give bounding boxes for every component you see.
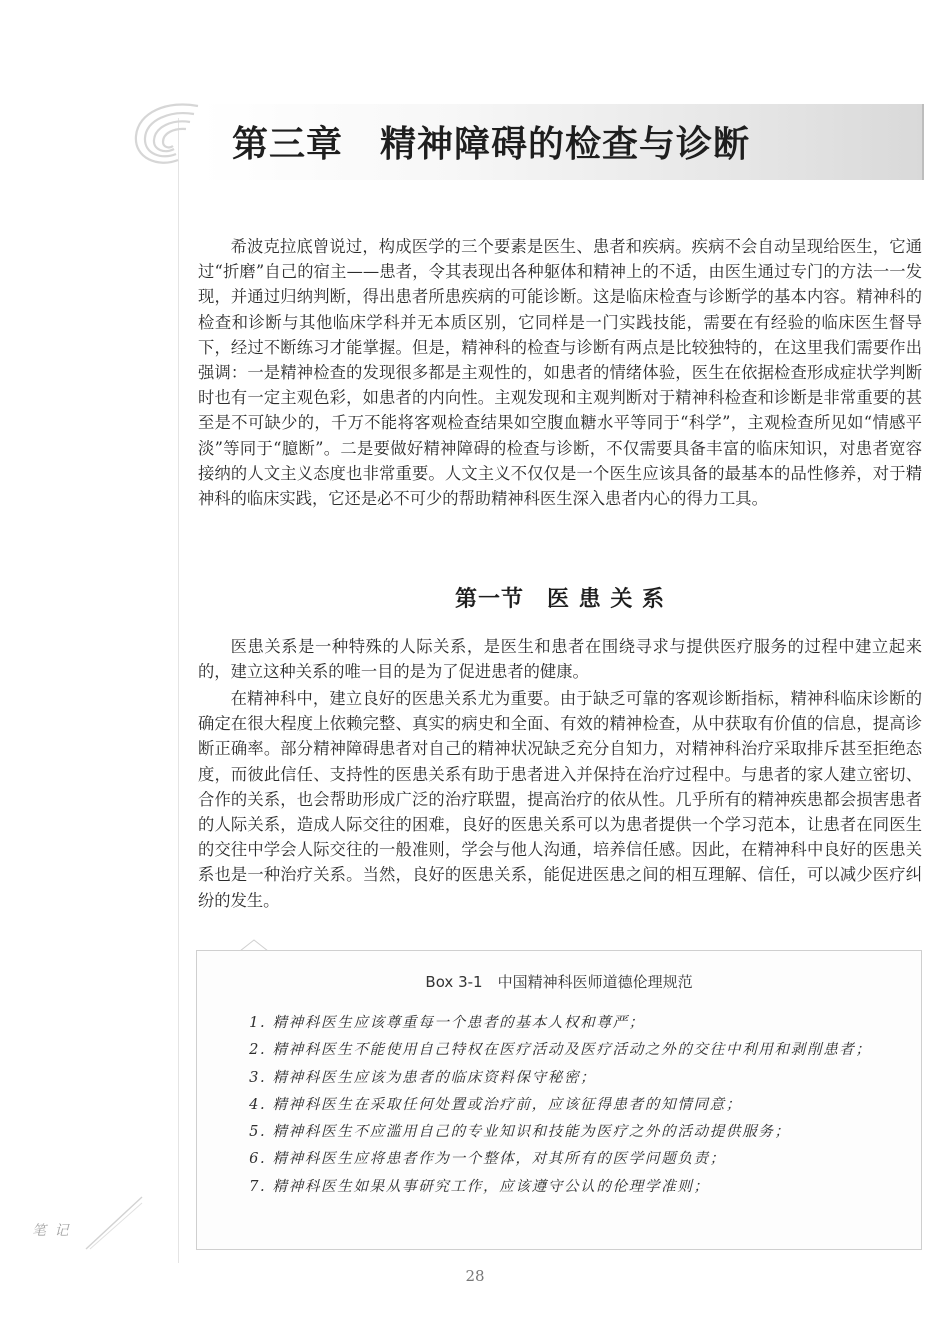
swirl-ornament-icon bbox=[128, 98, 206, 172]
box-item: 5. 精神科医生不应滥用自己的专业知识和技能为医疗之外的活动提供服务； bbox=[249, 1123, 791, 1141]
box-3-1 bbox=[196, 950, 922, 1250]
box-item: 6. 精神科医生应将患者作为一个整体，对其所有的医学问题负责； bbox=[249, 1150, 726, 1168]
box-title: Box 3-1 中国精神科医师道德伦理规范 bbox=[425, 973, 693, 991]
box-item: 7. 精神科医生如果从事研究工作，应该遵守公认的伦理学准则； bbox=[249, 1177, 710, 1195]
section-paragraph-2: 在精神科中，建立良好的医患关系尤为重要。由于缺乏可靠的客观诊断指标，精神科临床诊断的确定在很大程度上依赖完整、真实的病史和全面、有效的精神检查，从中获取有价值的信息，提高诊断正确率。部分精神障碍患者对自己的精神状况缺乏充分自知力，对精神科治疗采取排斥甚至拒绝态度，而彼此信任、支持性的医患关系有助于患者进入并保持在治疗过程中。与患者的家人建立密切、合作的关系，也会帮助形成广泛的治疗联盟，提高治疗的依从性。几乎所有的精神疾患都会损害患者的人际关系，造成人际交往的困难，良好的医患关系可以为患者提供一个学习范本，让患者在同医生的交往中学会人际交往的一般准则，学会与他人沟通，培养信任感。因此，在精神科中良好的医患关系也是一种治疗关系。当然，良好的医患关系，能促进医患之间的相互理解、信任，可以减少医疗纠纷的发生。 bbox=[198, 689, 922, 910]
section-title: 第一节 医 患 关 系 bbox=[455, 586, 665, 612]
margin-divider bbox=[178, 118, 179, 1263]
box-item: 1. 精神科医生应该尊重每一个患者的基本人权和尊严； bbox=[249, 1014, 645, 1031]
box-item: 4. 精神科医生在采取任何处置或治疗前，应该征得患者的知情同意； bbox=[249, 1095, 743, 1113]
page-number: 28 bbox=[465, 1267, 485, 1285]
notes-pen-stroke-icon bbox=[84, 1195, 144, 1251]
box-item: 2. 精神科医生不能使用自己特权在医疗活动及医疗活动之外的交往中利用和剥削患者； bbox=[249, 1041, 872, 1059]
box-item: 3. 精神科医生应该为患者的临床资料保守秘密； bbox=[249, 1068, 597, 1086]
box-items-list bbox=[217, 1009, 901, 1200]
notes-label: 笔 记 bbox=[32, 1223, 71, 1239]
intro-paragraph: 希波克拉底曾说过，构成医学的三个要素是医生、患者和疾病。疾病不会自动呈现给医生，它通过“折磨”自己的宿主——患者，令其表现出各种躯体和精神上的不适，由医生通过专门的方法一一发现，并通过归纳判断，得出患者所患疾病的可能诊断。这是临床检查与诊断学的基本内容。精神科的检查和诊断与其他临床学科并无本质区别，它同样是一门实践技能，需要在有经验的临床医生督导下，经过不断练习才能掌握。但是，精神科的检查与诊断有两点是比较独特的，在这里我们需要作出强调：一是精神检查的发现很多都是主观性的，如患者的情绪体验，医生在依据检查形成症状学判断时也有一定主观色彩，如患者的内向性。主观发现和主观判断对于精神科检查和诊断是非常重要的甚至是不可缺少的，千万不能将客观检查结果如空腹血糖水平等同于“科学”，主观检查所见如“情感平淡”等同于“臆断”。二是要做好精神障碍的检查与诊断，不仅需要具备丰富的临床知识，对患者宽容接纳的人文主义态度也非常重要。人文主义不仅仅是一个医生应该具备的最基本的品性修养，对于精神科的临床实践，它还是必不可少的帮助精神科医生深入患者内心的得力工具。 bbox=[198, 237, 922, 509]
chapter-title: 第三章 精神障碍的检查与诊断 bbox=[232, 123, 751, 165]
section-paragraph-1: 医患关系是一种特殊的人际关系，是医生和患者在围绕寻求与提供医疗服务的过程中建立起来的，建立这种关系的唯一目的是为了促进患者的健康。 bbox=[198, 637, 922, 682]
